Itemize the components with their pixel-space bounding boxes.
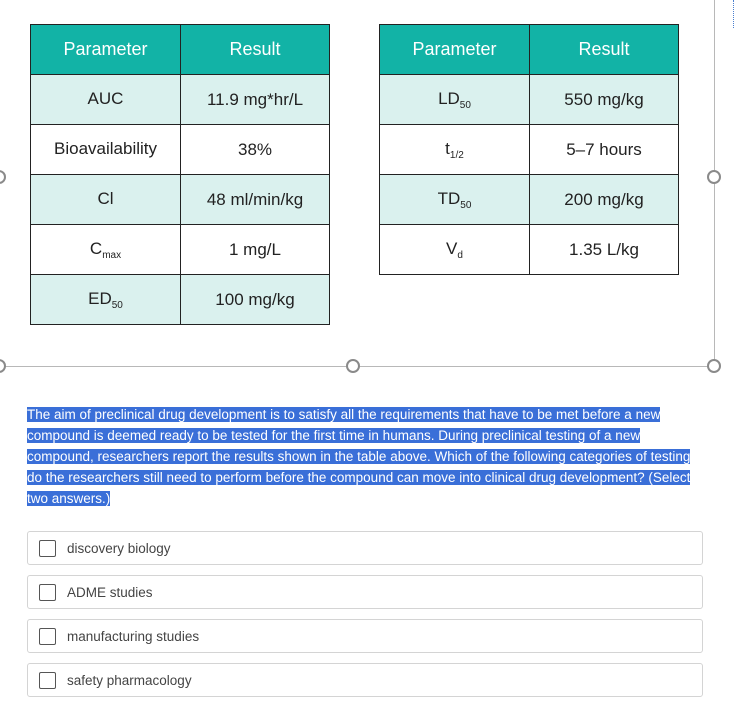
parameter-cell: $t_{1/2}$	[380, 125, 530, 175]
option-label: manufacturing studies	[67, 628, 200, 644]
results-table-right	[379, 24, 679, 275]
column-header: Result	[181, 25, 330, 75]
table-row	[380, 225, 679, 275]
parameter-cell: $ED_{50}$	[31, 275, 181, 325]
option-discovery-biology[interactable]	[27, 531, 703, 565]
result-cell: 1 mg/L	[181, 225, 330, 275]
resize-handle-left[interactable]	[0, 170, 6, 184]
table-header-row	[380, 25, 679, 75]
option-manufacturing-studies[interactable]	[27, 619, 703, 653]
parameter-cell: Cl	[31, 175, 181, 225]
option-label: ADME studies	[67, 584, 153, 600]
result-cell: 5–7 hours	[530, 125, 679, 175]
parameter-cell: $TD_{50}$	[380, 175, 530, 225]
column-header: Result	[530, 25, 679, 75]
column-header: Parameter	[31, 25, 181, 75]
table-row	[31, 175, 330, 225]
table-row	[380, 75, 679, 125]
parameter-cell: $C_{max}$	[31, 225, 181, 275]
table-row	[31, 125, 330, 175]
answer-options	[27, 531, 703, 707]
column-header: Parameter	[380, 25, 530, 75]
text-cursor-guide	[733, 0, 734, 28]
question-prompt[interactable]	[27, 404, 697, 509]
table-row	[380, 125, 679, 175]
option-label: safety pharmacology	[67, 672, 192, 688]
table-row	[31, 225, 330, 275]
resize-handle-bottom-left[interactable]	[0, 359, 6, 373]
parameter-cell: AUC	[31, 75, 181, 125]
parameter-cell: Bioavailability	[31, 125, 181, 175]
result-cell: 11.9 mg*hr/L	[181, 75, 330, 125]
parameter-cell: $V_d$	[380, 225, 530, 275]
option-safety-pharmacology[interactable]	[27, 663, 703, 697]
question-text[interactable]: The aim of preclinical drug development is to satisfy all the requirements that have to be met before a new compound is deemed ready to be tested for the first time in humans. During preclinical testing of a new compound, researchers report the results shown in the table above. Which of the following categories of testing do the researchers still need to perform before the compound can move into clinical drug development? (Select two answers.)	[27, 407, 691, 506]
parameter-cell: $LD_{50}$	[380, 75, 530, 125]
result-cell: 200 mg/kg	[530, 175, 679, 225]
result-cell: 550 mg/kg	[530, 75, 679, 125]
resize-handle-bottom[interactable]	[346, 359, 360, 373]
checkbox[interactable]	[39, 584, 56, 601]
checkbox[interactable]	[39, 628, 56, 645]
option-label: discovery biology	[67, 540, 171, 556]
results-table-left	[30, 24, 330, 325]
result-cell: 38%	[181, 125, 330, 175]
table-row	[380, 175, 679, 225]
result-cell: 1.35 L/kg	[530, 225, 679, 275]
checkbox[interactable]	[39, 540, 56, 557]
resize-handle-right[interactable]	[707, 170, 721, 184]
option-adme-studies[interactable]	[27, 575, 703, 609]
table-header-row	[31, 25, 330, 75]
result-cell: 100 mg/kg	[181, 275, 330, 325]
resize-handle-bottom-right[interactable]	[707, 359, 721, 373]
checkbox[interactable]	[39, 672, 56, 689]
table-row	[31, 275, 330, 325]
result-cell: 48 ml/min/kg	[181, 175, 330, 225]
table-row	[31, 75, 330, 125]
